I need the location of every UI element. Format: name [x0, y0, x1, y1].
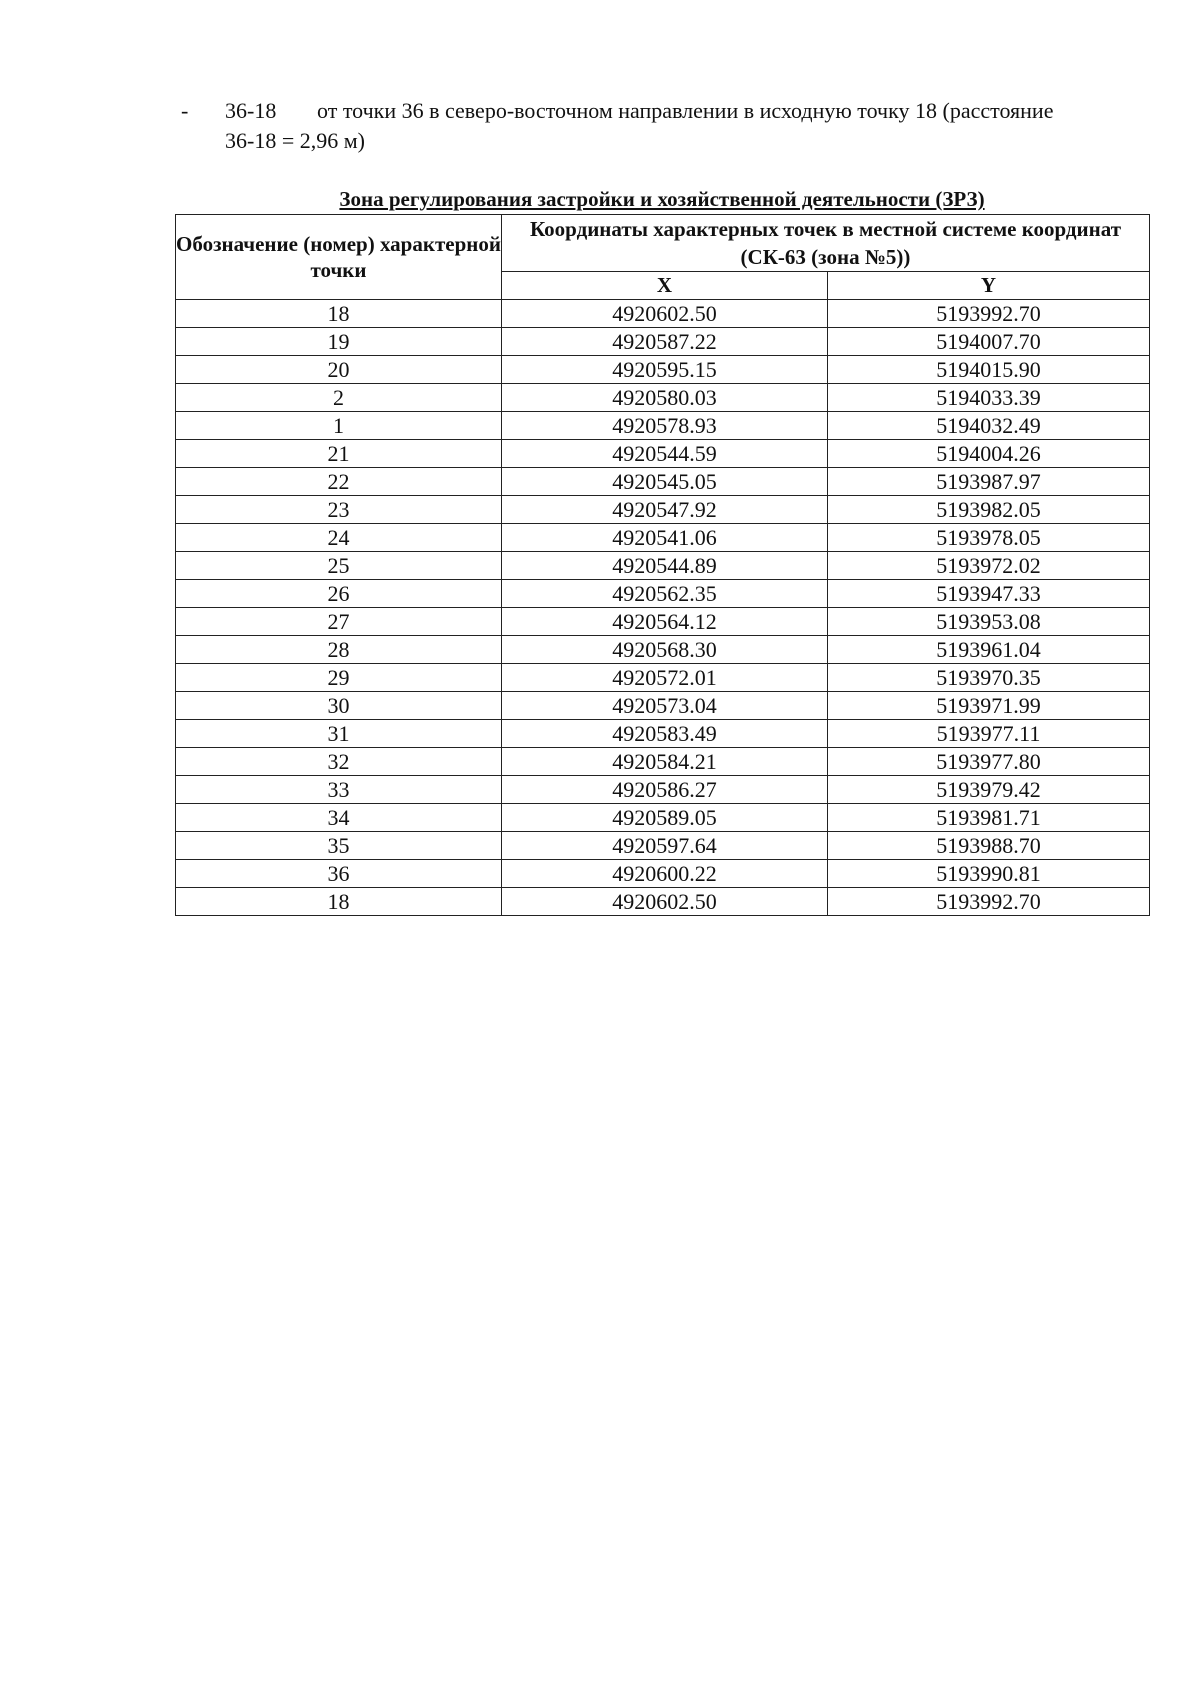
- cell-point-number: 18: [176, 300, 502, 328]
- header-y: Y: [828, 272, 1150, 300]
- table-row: [176, 496, 1150, 524]
- cell-point-number: 27: [176, 608, 502, 636]
- table-row: [176, 356, 1150, 384]
- table-row: [176, 720, 1150, 748]
- table-row: [176, 832, 1150, 860]
- table-row: [176, 664, 1150, 692]
- table-row: [176, 412, 1150, 440]
- cell-x: 4920572.01: [502, 664, 828, 692]
- table-row: [176, 608, 1150, 636]
- cell-point-number: 29: [176, 664, 502, 692]
- cell-y: 5193990.81: [828, 860, 1150, 888]
- cell-x: 4920595.15: [502, 356, 828, 384]
- cell-y: 5193977.80: [828, 748, 1150, 776]
- table-row: [176, 776, 1150, 804]
- table-row: [176, 552, 1150, 580]
- cell-y: 5193978.05: [828, 524, 1150, 552]
- table-row: [176, 524, 1150, 552]
- table-title: Зона регулирования застройки и хозяйственной деятельности (ЗРЗ): [339, 187, 985, 211]
- cell-point-number: 20: [176, 356, 502, 384]
- cell-point-number: 28: [176, 636, 502, 664]
- table-row: [176, 440, 1150, 468]
- cell-x: 4920578.93: [502, 412, 828, 440]
- cell-point-number: 34: [176, 804, 502, 832]
- cell-y: 5193971.99: [828, 692, 1150, 720]
- cell-point-number: 32: [176, 748, 502, 776]
- table-row: [176, 300, 1150, 328]
- cell-x: 4920597.64: [502, 832, 828, 860]
- cell-point-number: 19: [176, 328, 502, 356]
- cell-x: 4920562.35: [502, 580, 828, 608]
- cell-y: 5193988.70: [828, 832, 1150, 860]
- header-coordinates-group: Координаты характерных точек в местной системе координат (СК-63 (зона №5)): [502, 215, 1150, 272]
- table-row: [176, 580, 1150, 608]
- table-row: [176, 636, 1150, 664]
- cell-x: 4920564.12: [502, 608, 828, 636]
- cell-y: 5194007.70: [828, 328, 1150, 356]
- cell-y: 5193977.11: [828, 720, 1150, 748]
- cell-y: 5194004.26: [828, 440, 1150, 468]
- cell-x: 4920584.21: [502, 748, 828, 776]
- cell-point-number: 21: [176, 440, 502, 468]
- cell-y: 5193987.97: [828, 468, 1150, 496]
- cell-x: 4920573.04: [502, 692, 828, 720]
- cell-x: 4920583.49: [502, 720, 828, 748]
- cell-point-number: 2: [176, 384, 502, 412]
- cell-y: 5193970.35: [828, 664, 1150, 692]
- table-body: [176, 300, 1150, 916]
- cell-x: 4920545.05: [502, 468, 828, 496]
- cell-point-number: 35: [176, 832, 502, 860]
- cell-x: 4920600.22: [502, 860, 828, 888]
- table-row: [176, 384, 1150, 412]
- cell-x: 4920586.27: [502, 776, 828, 804]
- cell-y: 5193953.08: [828, 608, 1150, 636]
- cell-y: 5193972.02: [828, 552, 1150, 580]
- cell-y: 5193947.33: [828, 580, 1150, 608]
- segment-text-line1: от точки 36 в северо-восточном направлении в исходную точку 18 (расстояние: [317, 98, 1054, 123]
- cell-x: 4920602.50: [502, 888, 828, 916]
- table-row: [176, 468, 1150, 496]
- cell-point-number: 1: [176, 412, 502, 440]
- cell-x: 4920568.30: [502, 636, 828, 664]
- cell-point-number: 26: [176, 580, 502, 608]
- cell-y: 5193981.71: [828, 804, 1150, 832]
- table-row: [176, 888, 1150, 916]
- cell-y: 5194015.90: [828, 356, 1150, 384]
- table-row: [176, 860, 1150, 888]
- header-point-designation: Обозначение (номер) характерной точки: [176, 215, 502, 300]
- cell-x: 4920589.05: [502, 804, 828, 832]
- cell-x: 4920580.03: [502, 384, 828, 412]
- cell-x: 4920544.89: [502, 552, 828, 580]
- cell-x: 4920547.92: [502, 496, 828, 524]
- cell-y: 5193992.70: [828, 300, 1150, 328]
- coordinates-table: [175, 214, 1150, 916]
- cell-y: 5194033.39: [828, 384, 1150, 412]
- cell-y: 5193982.05: [828, 496, 1150, 524]
- cell-point-number: 31: [176, 720, 502, 748]
- cell-x: 4920587.22: [502, 328, 828, 356]
- header-x: X: [502, 272, 828, 300]
- table-row: [176, 692, 1150, 720]
- segment-label: 36-18: [225, 98, 277, 123]
- cell-x: 4920544.59: [502, 440, 828, 468]
- segment-text-line2: 36-18 = 2,96 м): [225, 128, 365, 153]
- cell-point-number: 25: [176, 552, 502, 580]
- cell-point-number: 22: [176, 468, 502, 496]
- cell-x: 4920602.50: [502, 300, 828, 328]
- table-row: [176, 328, 1150, 356]
- table-row: [176, 804, 1150, 832]
- cell-point-number: 18: [176, 888, 502, 916]
- cell-point-number: 30: [176, 692, 502, 720]
- cell-y: 5194032.49: [828, 412, 1150, 440]
- cell-y: 5193961.04: [828, 636, 1150, 664]
- cell-point-number: 33: [176, 776, 502, 804]
- cell-x: 4920541.06: [502, 524, 828, 552]
- cell-y: 5193992.70: [828, 888, 1150, 916]
- cell-point-number: 23: [176, 496, 502, 524]
- list-bullet: -: [181, 98, 189, 123]
- cell-point-number: 24: [176, 524, 502, 552]
- table-row: [176, 748, 1150, 776]
- cell-point-number: 36: [176, 860, 502, 888]
- cell-y: 5193979.42: [828, 776, 1150, 804]
